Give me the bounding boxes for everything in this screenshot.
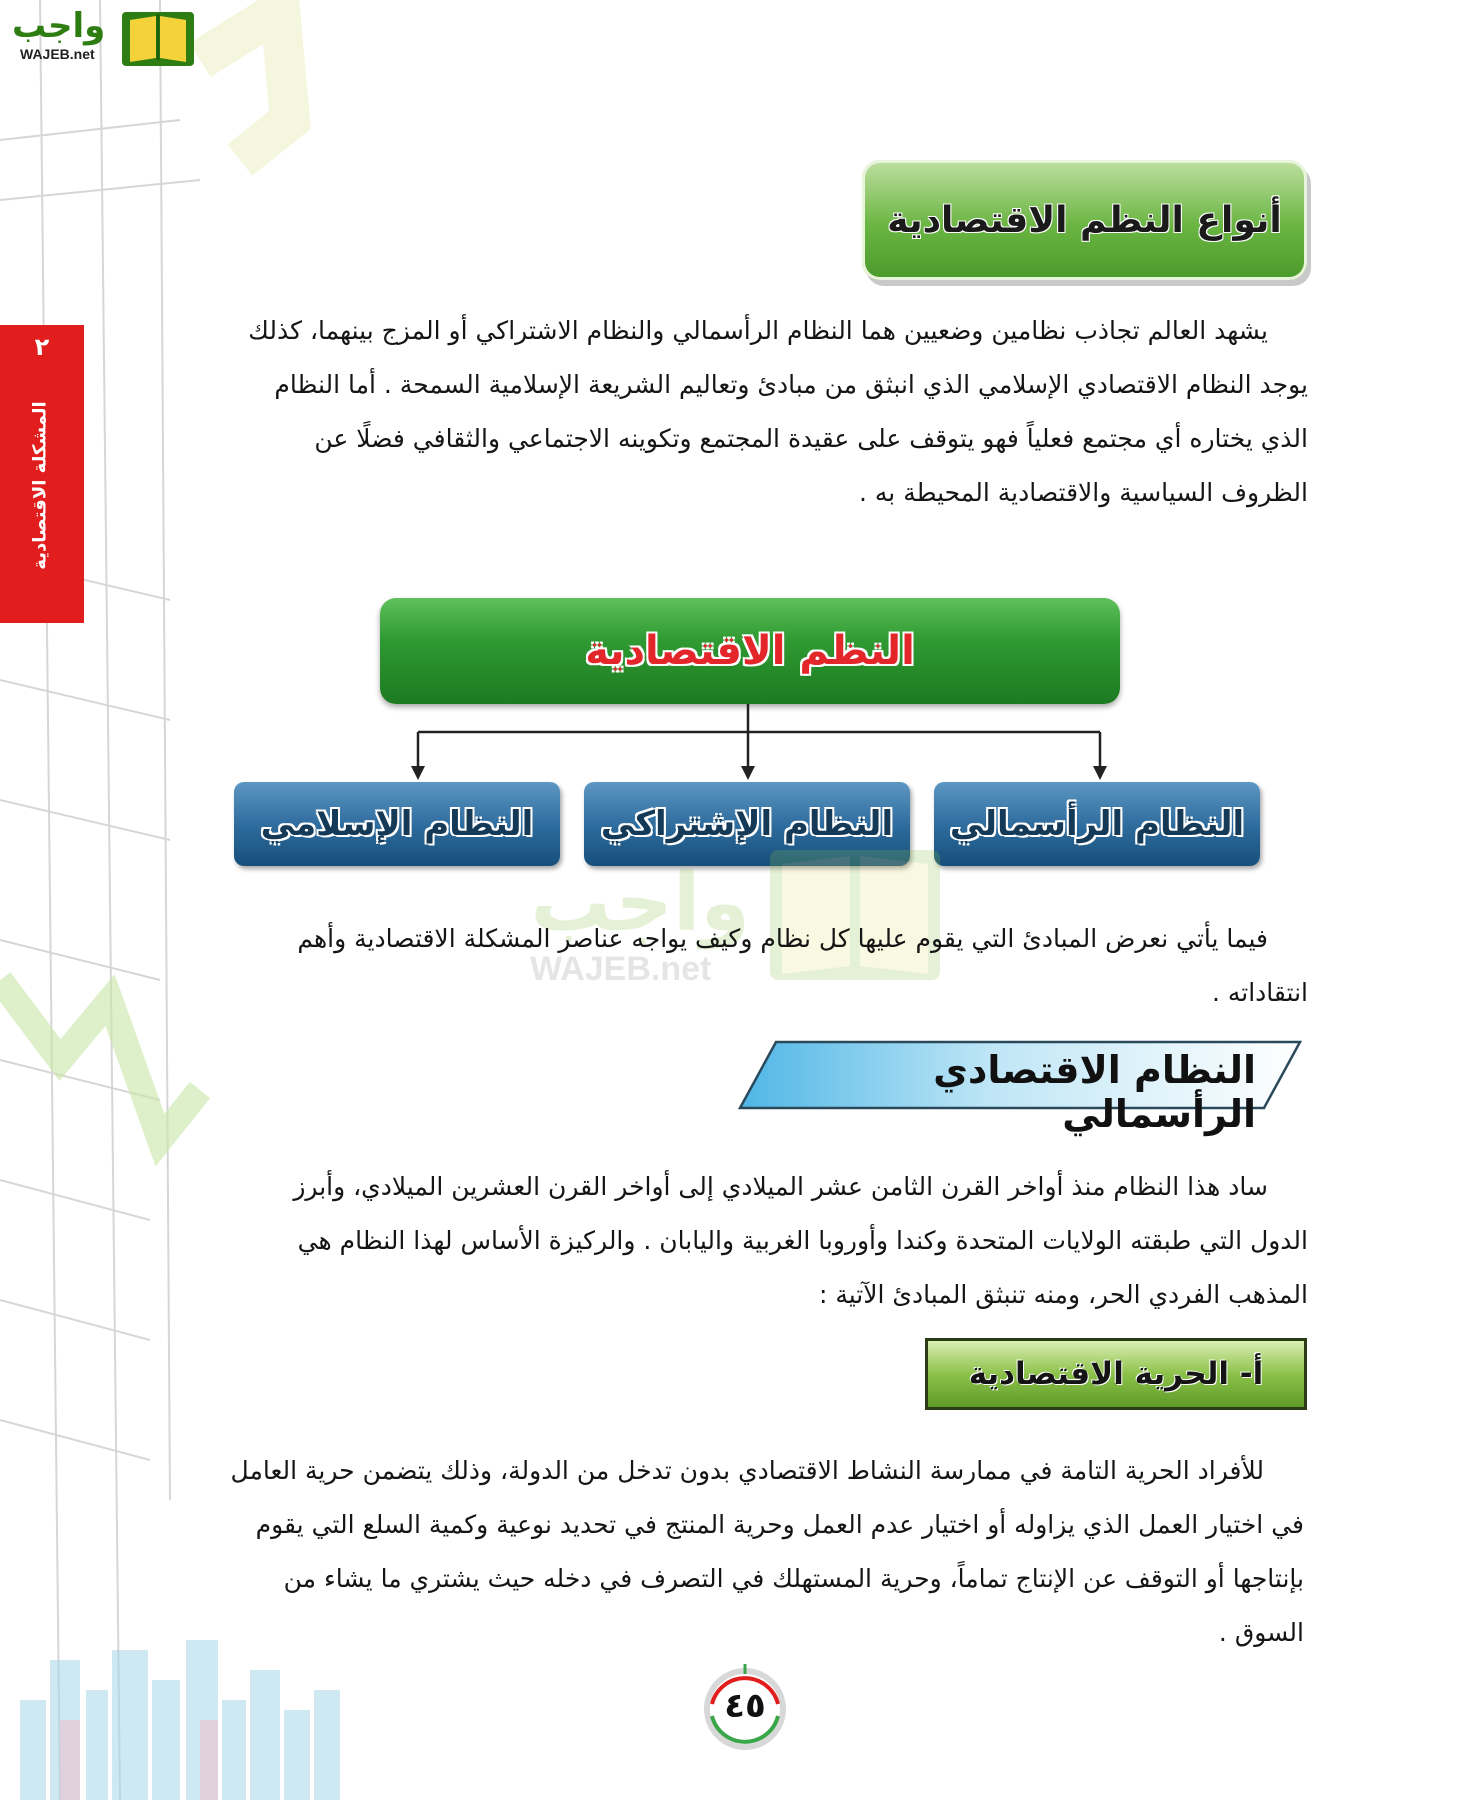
heading-text: أنواع النظم الاقتصادية	[887, 199, 1282, 241]
page-number-badge	[700, 1664, 790, 1754]
diagram-connectors	[380, 704, 1120, 784]
subheading-economic-freedom	[925, 1338, 1307, 1410]
diagram-node-label: النظام الإشتراكي	[600, 804, 894, 844]
diagram-root-label: النظم الاقتصادية	[585, 628, 915, 674]
heading-economic-systems-types	[862, 160, 1307, 280]
diagram-node-label: النظام الإسلامي	[260, 804, 534, 844]
freedom-paragraph	[170, 1444, 1304, 1660]
section-heading-text: النظام الاقتصادي الرأسمالي	[933, 1048, 1256, 1136]
capitalism-line: ساد هذا النظام منذ أواخر القرن الثامن عشر الميلادي إلى أواخر القرن العشرين الميلادي، وأبرز	[293, 1172, 1268, 1201]
freedom-line: للأفراد الحرية التامة في ممارسة النشاط الاقتصادي بدون تدخل من الدولة، وذلك يتضمن حرية العامل	[230, 1456, 1264, 1485]
diagram-root-economic-systems	[380, 598, 1120, 704]
chapter-number: ٢	[34, 333, 50, 361]
svg-text:واجب: واجب	[530, 856, 750, 949]
intro-paragraph	[176, 304, 1308, 520]
freedom-line: السوق .	[1218, 1618, 1304, 1647]
svg-text:WAJEB.net: WAJEB.net	[530, 950, 712, 988]
chapter-title: المشكلة الاقتصادية	[29, 401, 51, 570]
transition-paragraph	[176, 912, 1308, 1020]
logo-latin-text: WAJEB.net	[20, 46, 95, 62]
capitalism-line: المذهب الفردي الحر، ومنه تنبثق المبادئ الآتية :	[818, 1280, 1308, 1309]
chapter-side-tab	[0, 325, 84, 623]
transition-line: انتقاداته .	[1211, 978, 1308, 1007]
intro-line: الظروف السياسية والاقتصادية المحيطة به .	[859, 478, 1308, 507]
logo-arabic-text: واجب	[12, 6, 106, 46]
section-heading-capitalism	[736, 1038, 1306, 1136]
intro-line: الذي يختاره أي مجتمع فعلياً فهو يتوقف على عقيدة المجتمع وتكوينه الاجتماعي والثقافي فضلًا عن	[314, 424, 1308, 453]
freedom-line: في اختيار العمل الذي يزاوله أو اختيار عدم العمل وحرية المنتج في تحديد نوعية وكمية السلع التي يقوم	[255, 1510, 1304, 1539]
subheading-text: أ- الحرية الاقتصادية	[968, 1356, 1264, 1392]
capitalism-paragraph	[176, 1160, 1308, 1322]
page-number-text: ٤٥	[724, 1686, 766, 1726]
freedom-line: بإنتاجها أو التوقف عن الإنتاج تماماً، وحرية المستهلك في التصرف في دخله حيث يشتري ما يشاء من	[283, 1564, 1304, 1593]
capitalism-line: الدول التي طبقته الولايات المتحدة وكندا وأوروبا الغربية واليابان . والركيزة الأساس لهذا النظام هي	[297, 1226, 1308, 1255]
wajeb-logo[interactable]	[12, 6, 192, 66]
diagram-node-label: النظام الرأسمالي	[949, 804, 1245, 844]
transition-line: فيما يأتي نعرض المبادئ التي يقوم عليها كل نظام وكيف يواجه عناصر المشكلة الاقتصادية وأهم	[297, 924, 1268, 953]
diagram-node-islamic	[234, 782, 560, 866]
intro-line: يوجد النظام الاقتصادي الإسلامي الذي انبثق من مبادئ وتعاليم الشريعة الإسلامية السمحة . أما النظام	[274, 370, 1308, 399]
intro-line: يشهد العالم تجاذب نظامين وضعيين هما النظام الرأسمالي والنظام الاشتراكي أو المزج بينهما، كذلك	[248, 316, 1268, 345]
book-icon	[122, 8, 194, 66]
